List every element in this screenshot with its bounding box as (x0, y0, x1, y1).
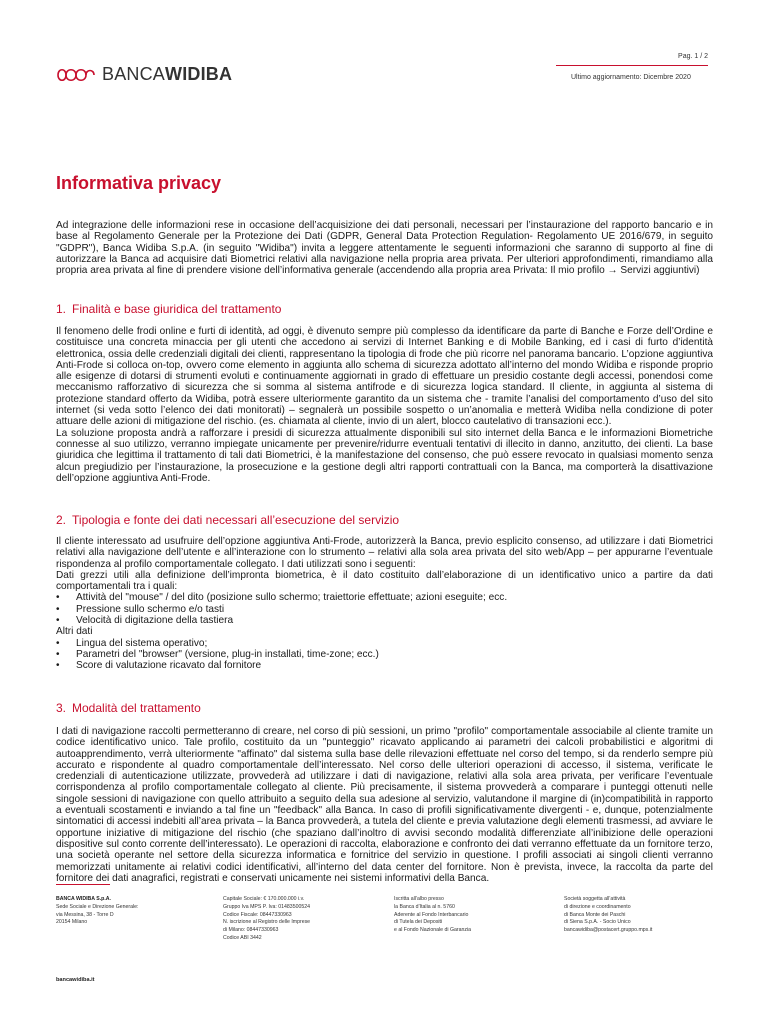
section-3-heading (56, 701, 201, 715)
footer-line: Gruppo Iva MPS P. Iva: 01483500524 (223, 903, 310, 910)
footer-company-info (56, 896, 138, 927)
footer-website: bancawidiba.it (56, 977, 95, 983)
footer-divider (56, 884, 110, 885)
footer-line: Codice ABI 3442 (223, 934, 262, 941)
footer-line: di Tutela dei Depositi (394, 919, 443, 926)
footer-line: N. iscrizione al Registro delle Imprese (223, 919, 311, 926)
section-1-body (56, 326, 713, 484)
page-number: Pag. 1 / 2 (678, 53, 708, 60)
footer-registration-info (394, 896, 471, 935)
section-2-heading (56, 513, 399, 527)
section-1-heading (56, 302, 281, 316)
footer-line: Capitale Sociale: € 170.000.000 i.v. (223, 896, 305, 902)
page-title: Informativa privacy (56, 173, 222, 193)
footer-capital-info (223, 896, 310, 943)
footer-line: Iscritta all’albo presso (394, 896, 444, 902)
list-item: • Velocità di digitazione della tastiera (76, 615, 713, 626)
banca-widiba-logo (56, 64, 232, 85)
header-divider (556, 65, 708, 66)
footer-line: di Milano: 08447330963 (223, 927, 279, 934)
footer-line: di Banca Monte dei Paschi (564, 911, 626, 918)
footer-line: via Messina, 38 - Torre D (56, 911, 114, 918)
section-heading-text: Finalità e base giuridica del trattamento (72, 302, 282, 316)
raw-data-intro: Dati grezzi utili alla definizione dell’impronta biometrica, è il dato costituito dall’elaborazione di un identificativo unico a partire da dati comportamentali tra i quali: (56, 569, 713, 593)
other-data-list (56, 638, 713, 672)
list-item: • Lingua del sistema operativo; (76, 638, 713, 649)
footer-line: Codice Fiscale: 08447330963 (223, 911, 292, 918)
section-number: 1. (56, 302, 67, 316)
footer-company-name: BANCA WIDIBA S.p.A. (56, 896, 111, 902)
list-item: • Parametri del "browser" (versione, plug-in installati, time-zone; ecc.) (76, 649, 713, 660)
section-2-body (56, 536, 713, 672)
footer-line: la Banca d’Italia al n. 5760 (394, 903, 455, 910)
logo-wordmark: BANCAWIDIBA (102, 64, 233, 84)
section-heading-text: Tipologia e fonte dei dati necessari all’esecuzione del servizio (72, 513, 400, 527)
list-item: • Attività del "mouse" / del dito (posizione sullo schermo; traiettorie effettuate; azioni eseguite; ecc. (76, 592, 713, 603)
footer-line: di Siena S.p.A. - Socio Unico (564, 919, 631, 926)
intro-paragraph: Ad integrazione delle informazioni rese in occasione dell’acquisizione dei dati personali, necessari per l’instaurazione del rapporto bancario e in base al Regolamento Generale per la Protezione dei Dati (GDPR, General Data Protection Regulation- Regolamento UE 2016/679, in seguito "GDPR"), Banca Widiba S.p.A. (in seguito "Widiba") invita a leggere attentamente le seguenti informazioni che saranno di supporto al fine di autorizzare la Banca ad acquisire dati Biometrici relativi alla navigazione nella propria area privata. Per ulteriori approfondimenti, rimandiamo alla propria area privata al fine di prendere visione dell’informativa generale (accendendo alla propria area Privata: Il mio profilo → Servizi aggiuntivi) (56, 220, 713, 277)
other-data-label: Altri dati (56, 626, 93, 638)
footer-line: Aderente al Fondo Interbancario (394, 911, 469, 918)
section-number: 3. (56, 701, 67, 715)
footer-line: di direzione e coordinamento (564, 903, 631, 910)
section-heading-text: Modalità del trattamento (72, 701, 201, 715)
footer-pec-email: bancawidiba@postacert.gruppo.mps.it (564, 927, 653, 934)
list-item: • Pressione sullo schermo e/o tasti (76, 604, 713, 615)
last-updated: Ultimo aggiornamento: Dicembre 2020 (571, 74, 691, 81)
section-1-paragraph: Il fenomeno delle frodi online e furti di identità, ad oggi, è divenuto sempre più complesso da identificare da parte di Banche e Forze dell’Ordine e costituisce una concreta minaccia per gli utenti che accedono ai servizi di Internet Banking e di Mobile Banking, ed i casi di furto d’identità elettronica, ossia delle credenziali digitali dei clienti, rappresentano la tipologia di frode che più ricorre nel panorama bancario. L’opzione aggiuntiva Anti-Frode si colloca on-top, ovvero come elemento in aggiunta allo schema di sicurezza adottato all’interno del mondo Widiba e risponde proprio alle esigenze di dotarsi di strumenti evoluti e continuamente aggiornati in grado di effettuare un presidio costante degli accessi, ponendosi come meccanismo rafforzativo di sicurezza che si somma al sistema antifrode e di sicurezza logica standard. Il cliente, in aggiunta al sistema di protezione standard offerto da Widiba, potrà essere ulteriormente garantito da un sistema che - tramite l’analisi del comportamento d’uso del sito internet (si veda sotto l’elenco dei dati monitorati) – segnalerà un possibile sospetto o un’anomalia e metterà Widiba nella condizione di poter attuare delle azioni di mitigazione del rischio. (es. chiamata al cliente, invio di un alert, blocco cautelativo di transazioni ecc.). (56, 326, 713, 428)
footer-line: 20154 Milano (56, 919, 88, 926)
section-2-paragraph: Il cliente interessato ad usufruire dell’opzione aggiuntiva Anti-Frode, autorizzerà la Banca, previo esplicito consenso, ad utilizzare i dati Biometrici relativi alla navigazione dell’utente e all’interazione con lo strumento – relativi alla sola area privata del sito web/App – per appurarne l’eventuale rispondenza al profilo comportamentale collegato. I dati utilizzati sono i seguenti: (56, 536, 713, 570)
section-3-paragraph: I dati di navigazione raccolti permetteranno di creare, nel corso di più sessioni, un primo "profilo" comportamentale associabile al cliente tramite un codice identificativo unico. Tale profilo, costituito da un "punteggio" ricavato applicando ai parametri dei calcoli probabilistici e algoritmi di autoapprendimento, verrà ulteriormente "affinato" dal sistema sulla base delle rilevazioni effettuate nel corso del tempo, si da renderlo sempre più accurato e rispondente al quadro comportamentale dell’interessato. Nel corso delle ulteriori operazioni di accesso, il sistema, verificate le credenziali di autenticazione utilizzate, provvederà ad utilizzare i dati di navigazione, relativi alla sola area privata, per verificare l’eventuale corrispondenza al profilo comportamentale collegato al cliente. Più precisamente, il sistema provvederà a comparare i punteggi ottenuti nelle singole sessioni di navigazione con quello attribuito a seguito della sua adesione al servizio, valutandone il margine di (in)compatibilità in rapporto a eventuali scostamenti e inviando a tal fine un "feedback" alla Banca. In caso di profili significativamente divergenti - e, dunque, potenzialmente sintomatici di accessi indebiti all’area privata – la Banca provvederà, a tutela del cliente e previa valutazione degli elementi trasmessi, ad avviare le opportune iniziative di mitigazione del rischio (che spaziano dall’inoltro di avvisi secondo modalità differenziate all’inibizione delle operazioni dispositive sul conto corrente dell’interessato). Le operazioni di raccolta, elaborazione e confronto dei dati verranno effettuate da un fornitore terzo, una società operante nel settore della sicurezza informatica e fornitrice del servizio in questione. I profili associati ai singoli clienti verranno memorizzati unitamente ai relativi codici identificativi, all’interno del data center del fornitore. Non è prevista, invece, la raccolta da parte del fornitore dei dati anagrafici, registrati e conservati unicamente nei sistemi informativi della Banca. (56, 726, 713, 884)
widiba-loops-logo-icon (56, 66, 96, 84)
section-number: 2. (56, 513, 67, 527)
footer-line: e al Fondo Nazionale di Garanzia (394, 927, 471, 934)
section-1-paragraph-2: La soluzione proposta andrà a rafforzare i presidi di sicurezza attualmente disponibili sul sito internet della Banca e le informazioni Biometriche connesse al suo utilizzo, verranno impiegate unicamente per prevenire/ridurre eventuali tentativi di illecito in danno, anzitutto, dei clienti. La base giuridica che legittima il trattamento di tali dati Biometrici, è la manifestazione del consenso, che può essere revocato in qualsiasi momento senza alcun pregiudizio per l’instaurazione, la prosecuzione e la gestione degli altri rapporti contrattuali con la Banca, ma comporterà la disattivazione dell’opzione aggiuntiva Anti-Frode. (56, 427, 713, 484)
raw-data-list (56, 592, 713, 626)
footer-group-info (564, 896, 652, 935)
footer-line: Società soggetta all’attività (564, 896, 626, 902)
list-item: • Score di valutazione ricavato dal fornitore (76, 660, 713, 671)
footer-line: Sede Sociale e Direzione Generale: (56, 903, 139, 910)
